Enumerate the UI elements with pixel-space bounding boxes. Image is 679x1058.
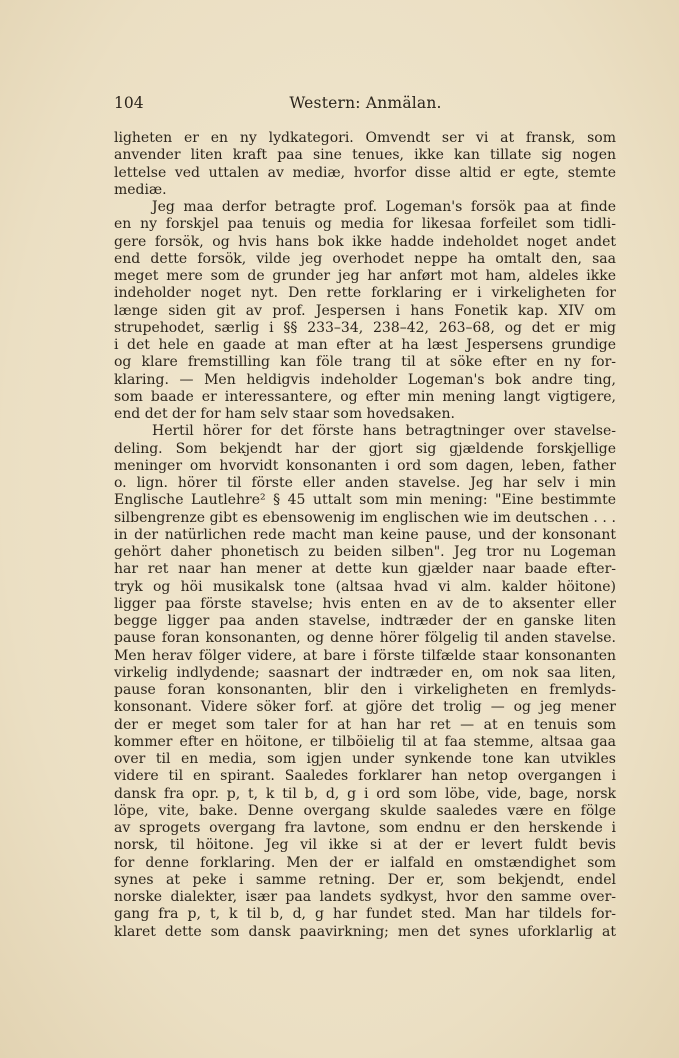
text-line: gang fra p, t, k til b, d, g har fundet sted. Man har tildels for- [114,906,616,923]
text-line: som baade er interessantere, og efter min mening langt vigtigere, [114,388,616,405]
text-line: og klare fremstilling kan föle trang til at söke efter en ny for- [114,354,616,371]
text-line: klaring. — Men heldigvis indeholder Logeman's bok andre ting, [114,371,616,388]
text-line: ligheten er en ny lydkategori. Omvendt ser vi at fransk, som [114,130,616,146]
text-line: o. lign. hörer til förste eller anden stavelse. Jeg har selv i min [114,475,616,491]
text-line: der er meget som taler for at han har ret — at en tenuis som [114,716,616,733]
text-line: pause foran konsonanten, blir den i virkeligheten en fremlyds- [114,682,616,698]
text-line: Jeg maa derfor betragte prof. Logeman's forsök paa at finde [152,199,616,215]
text-line: i det hele en gaade at man efter at ha læst Jespersens grundige [114,337,616,353]
text-line: pause foran konsonanten, og denne hörer fölgelig til anden stavelse. [114,630,616,647]
text-line: end dette forsök, vilde jeg overhodet neppe ha omtalt den, saa [114,250,616,267]
text-line: meninger om hvorvidt konsonanten i ord som dagen, leben, father [114,457,616,474]
text-line: mediæ. [114,181,167,198]
text-line: for denne forklaring. Men der er ialfald en omstændighet som [114,854,616,871]
text-line: end det der for ham selv staar som hovedsaken. [114,406,455,422]
text-line: virkelig indlydende; saasnart der indtræder en, om nok saa liten, [114,664,616,681]
text-line: synes at peke i samme retning. Der er, som bekjendt, endel [114,871,616,888]
text-line: strupehodet, særlig i §§ 233–34, 238–42, 263–68, og det er mig [114,319,616,336]
text-line: Men herav fölger videre, at bare i förste tilfælde staar konsonanten [114,647,616,664]
text-line: silbengrenze gibt es ebensowenig im englischen wie im deutschen . . . [114,509,616,526]
body-text [114,130,616,941]
text-line: begge ligger paa anden stavelse, indtræder der en ganske liten [114,613,616,629]
text-line: meget mere som de grunder jeg har anført mot ham, aldeles ikke [114,268,616,284]
running-header [114,94,617,114]
text-line: længe siden git av prof. Jespersen i hans Fonetik kap. XIV om [114,302,616,319]
text-line: kommer efter en höitone, er tilböielig til at faa stemme, altsaa gaa [114,733,616,750]
text-line: har ret naar han mener at dette kun gjælder naar baade efter- [114,561,616,578]
text-line: over til en media, som igjen under synkende tone kan utvikles [114,751,616,767]
text-line: gehört daher phonetisch zu beiden silben". Jeg tror nu Logeman [114,544,616,560]
text-line: anvender liten kraft paa sine tenues, ikke kan tillate sig nogen [114,147,616,164]
text-line: gere forsök, og hvis hans bok ikke hadde indeholdet noget andet [114,233,616,250]
text-line: lettelse ved uttalen av mediæ, hvorfor disse altid er egte, stemte [114,164,616,181]
text-line: klaret dette som dansk paavirkning; men det synes uforklarlig at [114,923,616,940]
text-line: löpe, vite, bake. Denne overgang skulde saaledes være en fölge [114,802,616,819]
text-line: Hertil hörer for det förste hans betragtninger over stavelse- [152,423,616,440]
text-line: konsonant. Videre söker forf. at gjöre det trolig — og jeg mener [114,699,616,716]
text-line: Englische Lautlehre² § 45 uttalt som min mening: "Eine bestimmte [114,492,616,509]
text-line: norske dialekter, især paa landets sydkyst, hvor den samme over- [114,889,616,905]
text-line: ligger paa förste stavelse; hvis enten en av de to aksenter eller [114,595,616,612]
running-title: Western: Anmälan. [289,94,442,112]
page-number: 104 [114,94,144,112]
text-line: norsk, til höitone. Jeg vil ikke si at der er levert fuldt bevis [114,837,616,854]
text-line: av sprogets overgang fra lavtone, som endnu er den herskende i [114,820,616,836]
text-line: indeholder noget nyt. Den rette forklaring er i virkeligheten for [114,285,616,302]
text-line: tryk og höi musikalsk tone (altsaa hvad vi alm. kalder höitone) [114,578,616,595]
text-line: videre til en spirant. Saaledes forklarer han netop overgangen i [114,768,616,785]
text-line: en ny forskjel paa tenuis og media for likesaa forfeilet som tidli- [114,216,616,233]
text-line: deling. Som bekjendt har der gjort sig gjældende forskjellige [114,440,616,457]
text-line: in der natürlichen rede macht man keine pause, und der konsonant [114,526,616,543]
text-line: dansk fra opr. p, t, k til b, d, g i ord som löbe, vide, bage, norsk [114,785,616,802]
